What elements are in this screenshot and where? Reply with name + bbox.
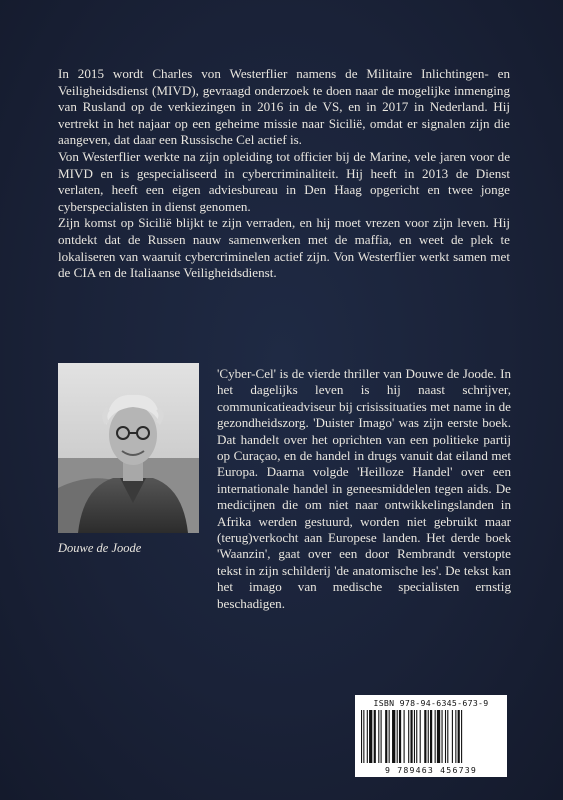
author-photo-caption: Douwe de Joode	[58, 541, 142, 555]
barcode-bar	[367, 710, 368, 763]
barcode-bar	[452, 710, 453, 763]
barcode-bar	[442, 710, 443, 763]
barcode-bars	[361, 710, 501, 763]
barcode-bar	[408, 710, 409, 763]
back-cover-blurb	[58, 66, 510, 282]
barcode-bar	[445, 710, 446, 763]
blurb-paragraph-1: In 2015 wordt Charles von Westerflier namens de Militaire Inlichtingen- en Veiligheidsdienst (MIVD), gevraagd onderzoek te doen naar de mogelijke inmenging van Rusland op de verkiezingen in 2016 in de VS, en in 2017 in Nederland. Hij vertrekt in het najaar op een geheime missie naar Sicilië, omdat er signalen zijn die aangeven, dat daar een Russische Cel actief is.	[58, 66, 510, 148]
author-bio: 'Cyber-Cel' is de vierde thriller van Douwe de Joode. In het dagelijks leven is hij naast schrijver, communicatieadviseur bij crisissituaties met name in de gezondheidszorg. 'Duister Imago' was zijn eerste boek. Dat handelt over het oprichten van een politieke partij op Curaçao, en de handel in drugs vanuit dat eiland met Europa. Daarna volgde 'Heilloze Handel' over een internationale handel in geneesmiddelen tegen aids. De medicijnen die om niet naar ontwikkelingslanden in Afrika werden gestuurd, worden niet gebruikt maar (terug)verkocht aan Europese landen. Het derde boek 'Waanzin', gaat over een door Rembrandt verstopte tekst in zijn schilderij 'de anatomische les'. De tekst kan het imago van medische specialisten ernstig beschadigen.	[217, 366, 511, 611]
blurb-paragraph-2: Von Westerflier werkte na zijn opleiding tot officier bij de Marine, vele jaren voor de MIVD en is gespecialiseerd in cybercriminaliteit. Hij heeft in 2013 de Dienst verlaten, heeft een eigen adviesbureau in Den Haag opgericht en twee jonge cyberspecialisten in dienst genomen.	[58, 148, 510, 214]
barcode-bar	[410, 710, 412, 763]
barcode-bar	[374, 710, 376, 763]
barcode-bar	[424, 710, 426, 763]
isbn-label: ISBN 978-94-6345-673-9	[373, 698, 489, 708]
blurb-paragraph-3: Zijn komst op Sicilië blijkt te zijn verraden, en hij moet vrezen voor zijn leven. Hij ontdekt dat de Russen nauw samenwerken met de maffia, en weet de plek te lokaliseren van waaruit cybercriminelen actief zijn. Von Westerflier werkt samen met de CIA en de Italiaanse Veiligheidsdienst.	[58, 215, 510, 281]
isbn-barcode	[355, 695, 507, 777]
barcode-bar	[369, 710, 372, 763]
barcode-bar	[428, 710, 429, 763]
barcode-bar	[447, 710, 448, 763]
author-photo	[58, 363, 199, 533]
barcode-bar	[397, 710, 398, 763]
barcode-bar	[381, 710, 382, 763]
barcode-bar	[461, 710, 462, 763]
barcode-bar	[430, 710, 432, 763]
barcode-bar	[389, 710, 390, 763]
barcode-bar	[455, 710, 456, 763]
barcode-bar	[392, 710, 395, 763]
barcode-bar	[361, 710, 362, 763]
barcode-bar	[437, 710, 440, 763]
barcode-bar	[414, 710, 415, 763]
barcode-bar	[435, 710, 436, 763]
barcode-bar	[363, 710, 364, 763]
barcode-bar	[404, 710, 405, 763]
barcode-bar	[416, 710, 417, 763]
barcode-bar	[378, 710, 379, 763]
barcode-bar	[420, 710, 421, 763]
barcode-bar	[385, 710, 387, 763]
barcode-bar	[458, 710, 460, 763]
barcode-digits: 9 789463 456739	[385, 765, 477, 775]
barcode-bar	[399, 710, 401, 763]
author-portrait-illustration	[58, 363, 199, 533]
